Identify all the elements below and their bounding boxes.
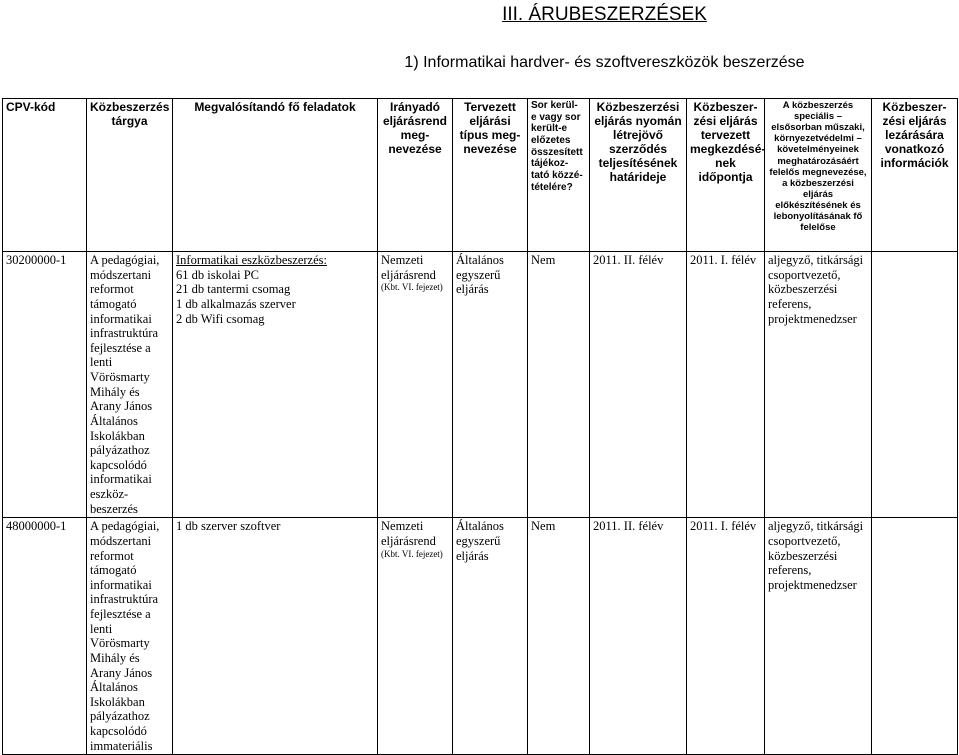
header-responsible: A közbeszerzés speciális – elsősorban műszaki, környezetvédelmi – követelményeinek meghatározásáért felelős megnevezése, a közbeszerzési eljárás előkészítésének és lebonyolításának fő felelőse — [765, 99, 872, 252]
responsible-cell: aljegyző, titkársági csoportvezető, közbeszerzési referens, projektmenedzser — [765, 518, 872, 755]
section-subtitle: 1) Informatikai hardver- és szoftvereszközök beszerzése — [404, 54, 805, 71]
cpv-code: 48000000-1 — [3, 518, 87, 755]
regime-note: (Kbt. VI. fejezet) — [381, 282, 443, 293]
procedure-type-cell: Általános egyszerű eljárás — [453, 252, 528, 518]
deadline-cell: 2011. II. félév — [590, 252, 687, 518]
header-start: Közbeszer- zési eljárás tervezett megkezdésé- nek időpontja — [687, 99, 765, 252]
subject-cell: A pedagógiai, módszertani reformot támogató informatikai infrastruktúra fejlesztése a lenti Vörösmarty Mihály és Arany János Általános Iskolákban pályázathoz kapcsolódó immateriális — [87, 518, 173, 755]
start-cell: 2011. I. félév — [687, 252, 765, 518]
header-regime: Irányadó eljárásrend meg- nevezése — [378, 99, 453, 252]
tasks-cell — [173, 252, 378, 518]
deadline-cell: 2011. II. félév — [590, 518, 687, 755]
header-row — [3, 99, 958, 252]
header-subject: Közbeszerzés tárgya — [87, 99, 173, 252]
closing-cell — [872, 252, 958, 518]
header-procedure-type: Tervezett eljárási típus meg- nevezése — [453, 99, 528, 252]
regime-cell — [378, 518, 453, 755]
tasks-list: 61 db iskolai PC 21 db tantermi csomag 1 db alkalmazás szerver 2 db Wifi csomag — [176, 267, 296, 326]
prior-notice-cell: Nem — [528, 252, 590, 518]
table-row — [3, 252, 958, 518]
tasks-cell — [173, 518, 378, 755]
prior-notice-cell: Nem — [528, 518, 590, 755]
page-title: III. ÁRUBESZERZÉSEK — [502, 4, 707, 25]
tasks-list: 1 db szerver szoftver — [176, 519, 281, 534]
subject-cell: A pedagógiai, módszertani reformot támogató informatikai infrastruktúra fejlesztése a lenti Vörösmarty Mihály és Arany János Általános Iskolákban pályázathoz kapcsolódó informatikai eszköz- beszerzés — [87, 252, 173, 518]
header-prior-notice: Sor kerül- e vagy sor került-e előzetes összesített tájékoz- tató közzé- tételére? — [528, 99, 590, 252]
table-row — [3, 518, 958, 755]
header-closing: Közbeszer- zési eljárás lezárására vonatkozó információk — [872, 99, 958, 252]
header-deadline: Közbeszerzési eljárás nyomán létrejövő szerződés teljesítésének határideje — [590, 99, 687, 252]
cpv-code: 30200000-1 — [3, 252, 87, 518]
regime-note: (Kbt. VI. fejezet) — [381, 548, 443, 559]
responsible-cell: aljegyző, titkársági csoportvezető, közbeszerzési referens, projektmenedzser — [765, 252, 872, 518]
closing-cell — [872, 518, 958, 755]
header-cpv: CPV-kód — [3, 99, 87, 252]
regime-text: Nemzeti eljárásrend — [381, 253, 436, 282]
tasks-title: Informatikai eszközbeszerzés: — [176, 253, 327, 267]
regime-cell — [378, 252, 453, 518]
procurement-table — [2, 98, 958, 755]
start-cell: 2011. I. félév — [687, 518, 765, 755]
regime-text: Nemzeti eljárásrend — [381, 519, 436, 548]
procedure-type-cell: Általános egyszerű eljárás — [453, 518, 528, 755]
header-tasks: Megvalósítandó fő feladatok — [173, 99, 378, 252]
